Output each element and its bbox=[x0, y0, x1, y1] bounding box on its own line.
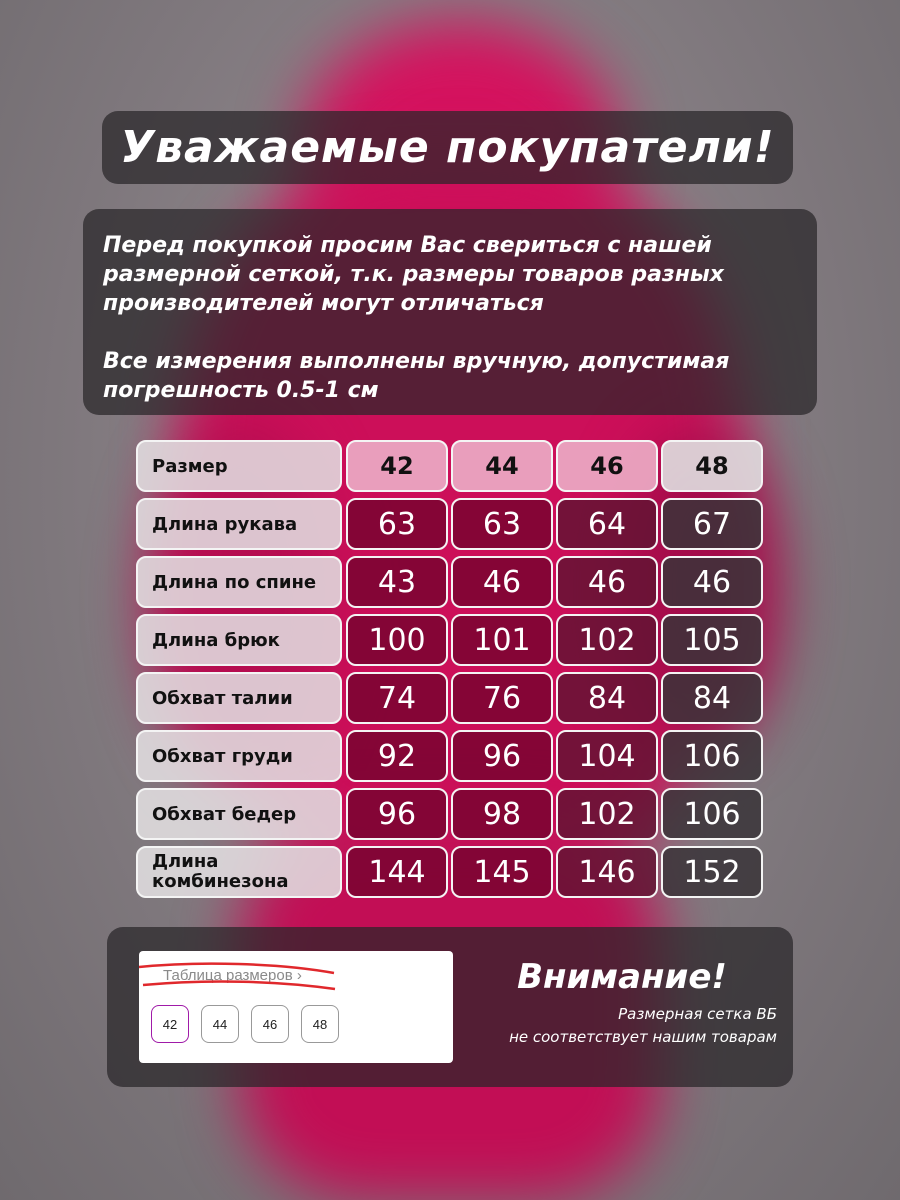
row-value: 46 bbox=[451, 556, 553, 608]
row-value: 106 bbox=[661, 788, 763, 840]
row-value: 67 bbox=[661, 498, 763, 550]
row-value: 64 bbox=[556, 498, 658, 550]
row-label: Длина комбинезона bbox=[136, 846, 342, 898]
row-value: 63 bbox=[346, 498, 448, 550]
row-value: 84 bbox=[556, 672, 658, 724]
row-value: 46 bbox=[661, 556, 763, 608]
row-label: Обхват талии bbox=[136, 672, 342, 724]
info-paragraph-check-size: Перед покупкой просим Вас свериться с нашей размерной сеткой, т.к. размеры товаров разных производителей могут отличаться bbox=[103, 233, 724, 316]
row-value: 105 bbox=[661, 614, 763, 666]
notice-heading: Внимание! bbox=[517, 957, 727, 997]
page-title: Уважаемые покупатели! bbox=[120, 122, 775, 173]
row-value: 104 bbox=[556, 730, 658, 782]
wb-size-card bbox=[139, 951, 453, 1063]
row-value: 43 bbox=[346, 556, 448, 608]
row-value: 144 bbox=[346, 846, 448, 898]
row-value: 84 bbox=[661, 672, 763, 724]
size-header-46: 46 bbox=[556, 440, 658, 492]
row-value: 76 bbox=[451, 672, 553, 724]
row-label: Длина по спине bbox=[136, 556, 342, 608]
wb-size-option-44[interactable]: 44 bbox=[201, 1005, 239, 1043]
wb-size-option-48[interactable]: 48 bbox=[301, 1005, 339, 1043]
notice-text bbox=[477, 1003, 777, 1049]
row-value: 96 bbox=[346, 788, 448, 840]
row-label: Обхват бедер bbox=[136, 788, 342, 840]
size-header-label: Размер bbox=[136, 440, 342, 492]
row-value: 101 bbox=[451, 614, 553, 666]
chevron-right-icon: › bbox=[296, 967, 302, 984]
info-paragraph-tolerance: Все измерения выполнены вручную, допустимая погрешность 0.5-1 см bbox=[103, 349, 730, 403]
notice-line-1: Размерная сетка ВБ bbox=[618, 1005, 777, 1023]
row-value: 63 bbox=[451, 498, 553, 550]
row-value: 46 bbox=[556, 556, 658, 608]
strikethrough-icon bbox=[139, 951, 453, 1011]
row-value: 92 bbox=[346, 730, 448, 782]
title-banner bbox=[102, 111, 793, 184]
wb-size-option-46[interactable]: 46 bbox=[251, 1005, 289, 1043]
size-header-44: 44 bbox=[451, 440, 553, 492]
row-value: 98 bbox=[451, 788, 553, 840]
row-value: 102 bbox=[556, 788, 658, 840]
row-label: Обхват груди bbox=[136, 730, 342, 782]
row-value: 74 bbox=[346, 672, 448, 724]
wb-size-table-title: Таблица размеров › bbox=[163, 967, 302, 984]
row-label: Длина брюк bbox=[136, 614, 342, 666]
row-value: 145 bbox=[451, 846, 553, 898]
wb-size-option-42[interactable]: 42 bbox=[151, 1005, 189, 1043]
row-value: 96 bbox=[451, 730, 553, 782]
size-header-48: 48 bbox=[661, 440, 763, 492]
notice-panel bbox=[107, 927, 793, 1087]
row-value: 106 bbox=[661, 730, 763, 782]
row-value: 100 bbox=[346, 614, 448, 666]
row-value: 152 bbox=[661, 846, 763, 898]
info-text bbox=[103, 231, 797, 405]
notice-line-2: не соответствует нашим товарам bbox=[509, 1028, 777, 1046]
row-value: 102 bbox=[556, 614, 658, 666]
info-panel bbox=[83, 209, 817, 415]
row-label: Длина рукава bbox=[136, 498, 342, 550]
size-header-42: 42 bbox=[346, 440, 448, 492]
row-value: 146 bbox=[556, 846, 658, 898]
